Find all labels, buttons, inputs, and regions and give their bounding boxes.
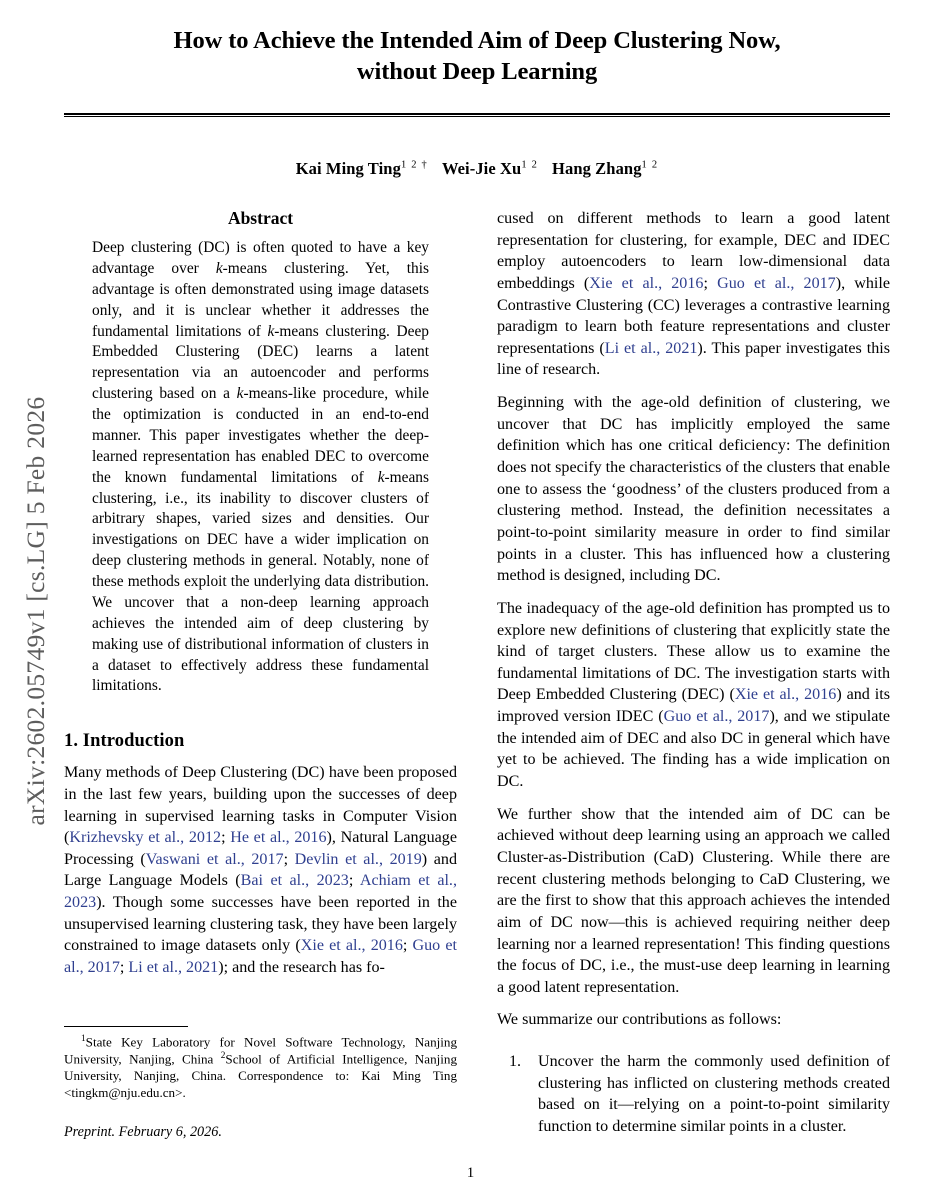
title-line-2: without Deep Learning	[356, 58, 598, 86]
citation-bai-2023[interactable]: Bai et al., 2023	[240, 872, 349, 890]
intro-p1-part-a: Many methods of Deep Clustering (DC) have been proposed in the last few years, building upon the successes of deep learning in supervised learning tasks in Computer Vision (	[64, 764, 457, 847]
right-paragraph-4: We further show that the intended aim of DC can be achieved without deep learning using an approach we called Cluster-as-Distribution (CaD) Clustering. While there are recent clustering methods belonging to CaD Clustering, we are the first to show that this approach achieves the intended aim of DC now—this is achieved requiring neither deep learning nor a learned representation! This finding questions the focus of DC, i.e., the must-use deep learning in learning a good latent representation.	[497, 805, 890, 996]
author-1-affil-marks: 1 2 †	[400, 159, 428, 171]
citation-vaswani-2017[interactable]: Vaswani et al., 2017	[145, 850, 284, 868]
arxiv-stamp: arXiv:2602.05749v1 [cs.LG] 5 Feb 2026	[21, 396, 50, 826]
preprint-notice: Preprint. February 6, 2026.	[64, 1123, 222, 1140]
right-p1-part-d: ). This paper investigates this line of research.	[497, 339, 890, 379]
author-1-name: Kai Ming Ting	[295, 159, 401, 179]
section-heading-introduction: 1. Introduction	[64, 731, 185, 752]
footnote-affil-1: State Key Laboratory for Novel Software Technology, Nanjing University, Nanjing, China	[64, 1034, 457, 1067]
author-2	[442, 159, 538, 178]
author-2-name: Wei-Jie Xu	[441, 159, 522, 179]
author-2-affil-marks: 1 2	[521, 159, 539, 171]
intro-p1-part-g: ). Though some successes have been reported in the unsupervised learning clustering task, they have been largely constrained to image datasets only (	[64, 894, 457, 955]
citation-guo-2017-right-b[interactable]: Guo et al., 2017	[663, 708, 770, 726]
footnote-block	[64, 1026, 457, 1141]
intro-p1-sep-2: ;	[283, 850, 295, 868]
footnote-rule	[64, 1026, 188, 1027]
title-rule-thick	[64, 113, 890, 115]
abstract-section	[64, 208, 457, 697]
abstract-body: Deep clustering (DC) is often quoted to have a key advantage over k-means clustering. Yet, this advantage is often demonstrated using image datasets only, and it is unclear whether it addresses the fundamental limitations of k-means clustering. Deep Embedded Clustering (DEC) learns a latent representation via an autoencoder and performs clustering based on a k-means-like procedure, while the optimization is conducted in an end-to-end manner. This paper investigates whether the deep-learned representation has enabled DEC to overcome the known fundamental limitations of k-means clustering, i.e., its inability to discover clusters of arbitrary shapes, varied sizes and densities. Our investigations on DEC have a wider implication on deep clustering methods in general. Notably, none of these methods exploit the underlying data distribution. We uncover that a non-deep learning approach achieves the intended aim of deep clustering by making use of distributional information of clusters in a dataset to effectively address these fundamental limitations.	[92, 239, 429, 695]
right-paragraph-2: Beginning with the age-old definition of clustering, we uncover that DC has implicitly employed the same definition which has one critical deficiency: The definition does not specify the characteristics of the clusters that enable one to assess the ‘goodness’ of the clusters produced from a clustering method. Instead, the definition necessitates a point-to-point similarity measure in order to find similar points in a cluster. This has influenced how a clustering method is designed, including DC.	[497, 394, 890, 585]
contribution-text: Uncover the harm the commonly used definition of clustering has inflicted on clustering methods created based on it—relying on a point-to-point similarity function to determine similar points in a cluster.	[538, 1053, 890, 1135]
author-3-affil-marks: 1 2	[641, 159, 659, 171]
title-block	[64, 0, 890, 117]
intro-p1-part-c: ), Natural Language Processing (	[64, 829, 457, 868]
right-p1-part-c: ), while Contrastive Clustering (CC) leverages a contrastive learning paradigm to learn both feature representations and cluster representations (	[497, 274, 891, 357]
right-column	[497, 208, 890, 1168]
contribution-number: 1.	[509, 1053, 522, 1071]
title-line-1: How to Achieve the Intended Aim of Deep Clustering Now,	[173, 27, 781, 54]
citation-li-2021-right[interactable]: Li et al., 2021	[604, 339, 698, 357]
intro-p1-sep-1: ;	[221, 829, 231, 847]
right-p3-part-b: ) and its improved version IDEC (	[497, 686, 890, 726]
citation-krizhevsky-2012[interactable]: Krizhevsky et al., 2012	[69, 829, 222, 847]
math-variable-k: k	[236, 385, 244, 403]
footnote-sup-2: 2	[220, 1051, 226, 1062]
left-column	[64, 208, 457, 1168]
citation-he-2016[interactable]: He et al., 2016	[230, 829, 327, 847]
intro-p1-sep-5: ;	[119, 959, 129, 977]
author-list	[64, 159, 890, 179]
right-p3-part-c: ), and we stipulate the intended aim of DEC and also DC in general which have yet to be achieved. The finding has a wide implication on DC.	[497, 708, 890, 791]
math-variable-k: k	[267, 322, 275, 340]
citation-guo-2017-right-a[interactable]: Guo et al., 2017	[717, 274, 836, 292]
intro-p1-part-e: ) and Large Language Models (	[64, 850, 457, 890]
math-variable-k: k	[377, 468, 385, 486]
intro-p1-part-j: ); and the research has fo-	[218, 959, 385, 977]
list-item	[497, 1051, 890, 1138]
right-p1-sep-1: ;	[703, 274, 718, 292]
citation-achiam-2023[interactable]: Achiam et al., 2023	[64, 872, 457, 912]
right-p1-part-a: cused on different methods to learn a good latent representation for clustering, for example, DEC and IDEC employ autoencoders to learn low-dimensional data embeddings (	[497, 210, 890, 292]
citation-guo-2017-left[interactable]: Guo et al., 2017	[64, 937, 457, 977]
right-paragraph-1	[497, 208, 890, 381]
abstract-heading: Abstract	[227, 208, 294, 228]
intro-p1-sep-3: ;	[348, 872, 360, 890]
title-rule-thin	[64, 116, 890, 117]
intro-paragraph-1	[64, 762, 457, 978]
citation-li-2021-left[interactable]: Li et al., 2021	[128, 959, 219, 977]
two-column-body	[64, 208, 890, 1168]
footnote-affiliations	[64, 1034, 457, 1102]
math-variable-k: k	[215, 259, 223, 277]
page-title	[64, 25, 890, 88]
citation-xie-2016-right-b[interactable]: Xie et al., 2016	[734, 686, 837, 704]
citation-xie-2016-left[interactable]: Xie et al., 2016	[300, 937, 403, 955]
footnote-sup-1: 1	[81, 1034, 86, 1044]
right-p3-part-a: The inadequacy of the age-old definition has prompted us to explore new definitions of clustering that explicitly state the kind of target clusters. These allow us to examine the fundamental limitations of DC. The investigation starts with Deep Embedded Clustering (DEC) (	[497, 599, 890, 704]
citation-xie-2016-right-a[interactable]: Xie et al., 2016	[589, 274, 704, 292]
author-3	[552, 159, 658, 178]
right-paragraph-3	[497, 598, 890, 793]
footnote-affil-2: School of Artificial Intelligence, Nanjing University, Nanjing, China. Correspondence to: Kai Ming Ting <tingkm@nju.edu.cn>.	[64, 1051, 457, 1101]
author-3-name: Hang Zhang	[552, 159, 642, 179]
intro-p1-sep-4: ;	[402, 937, 413, 955]
citation-devlin-2019[interactable]: Devlin et al., 2019	[294, 850, 422, 868]
author-1	[296, 159, 428, 178]
paper-content	[64, 0, 890, 1200]
right-paragraph-5: We summarize our contributions as follows:	[497, 1011, 782, 1029]
contributions-list	[497, 1051, 890, 1138]
page-number: 1	[466, 1165, 475, 1181]
